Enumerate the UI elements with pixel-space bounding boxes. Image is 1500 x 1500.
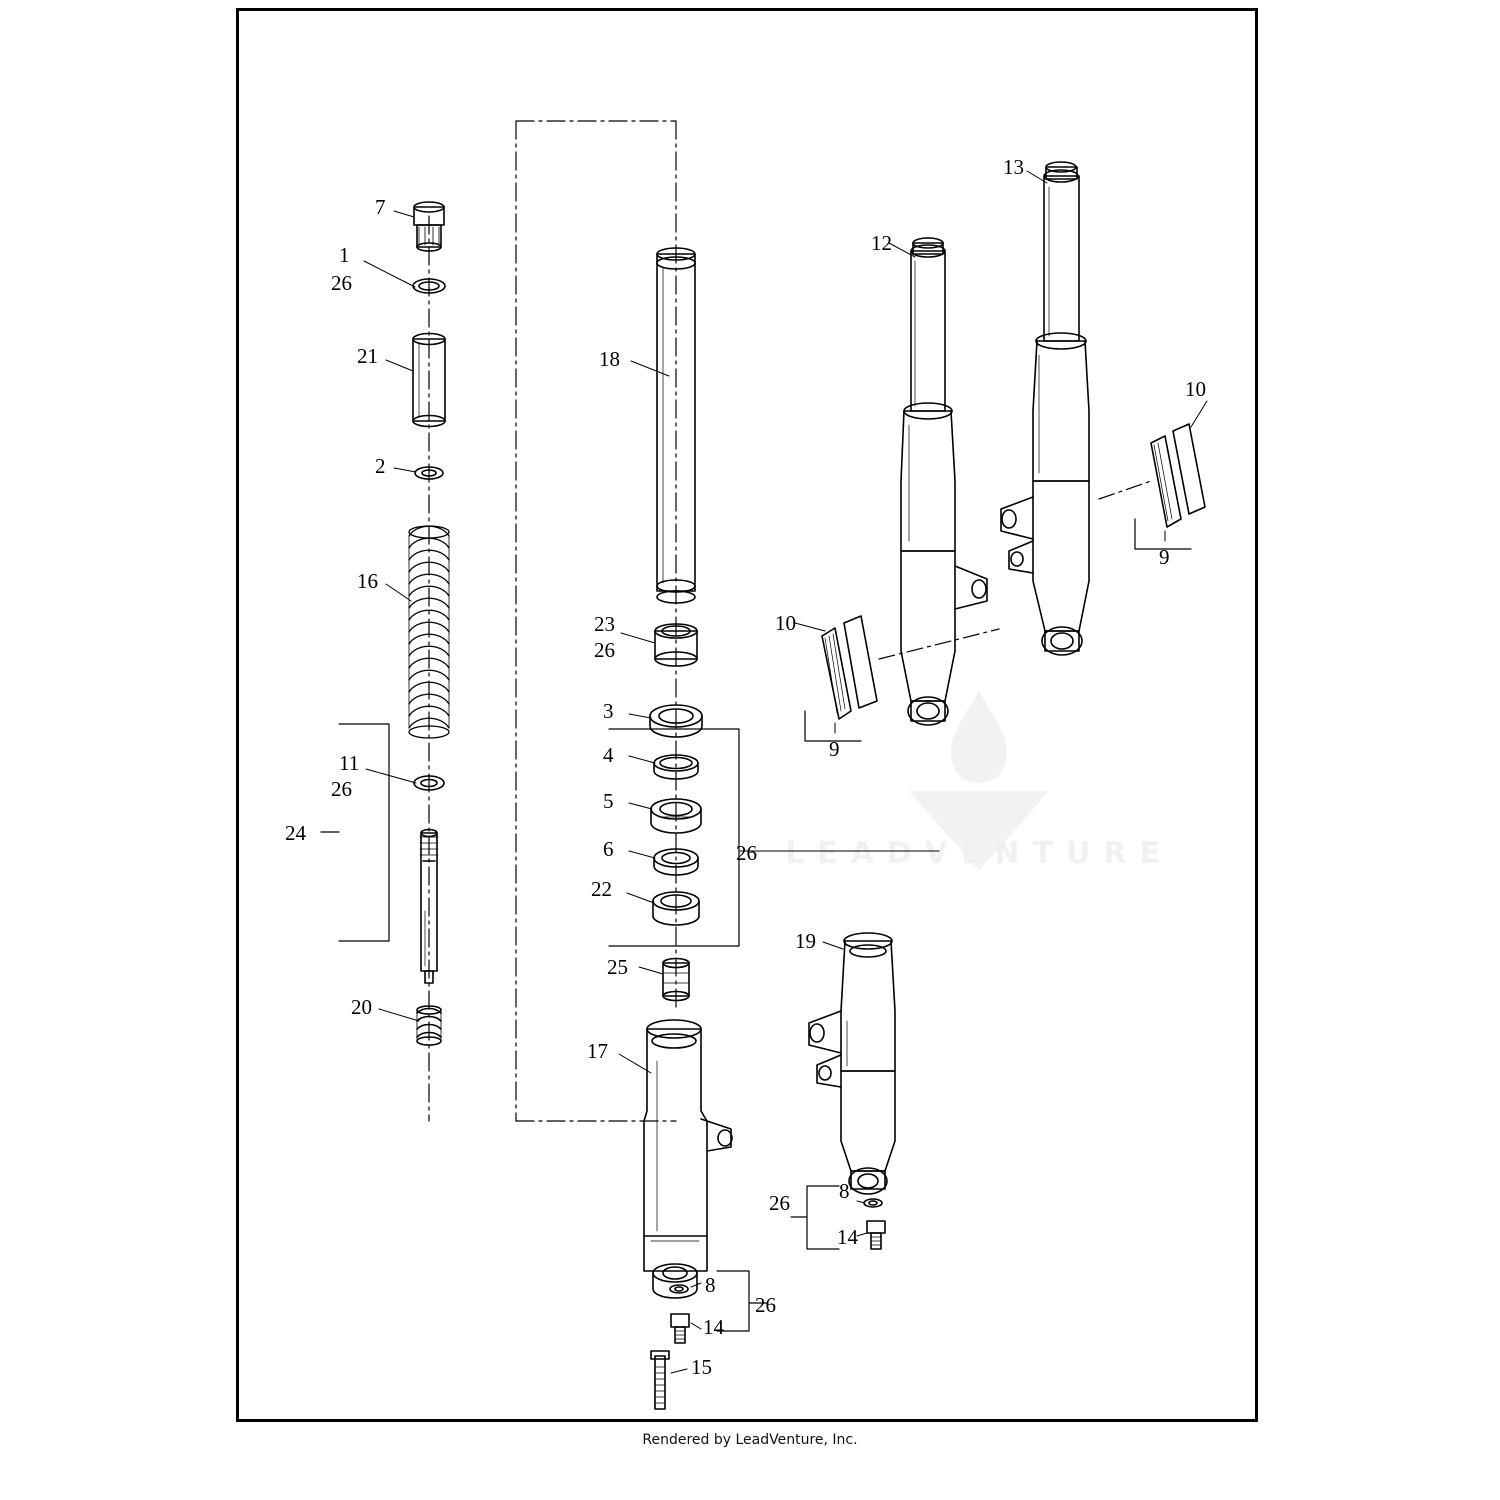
callout-14a: 14: [703, 1315, 724, 1339]
callout-9b: 9: [1159, 545, 1170, 569]
callout-3: 3: [603, 699, 614, 723]
callout-10b: 10: [1185, 377, 1206, 401]
callout-25: 25: [607, 955, 628, 979]
callout-11: 11: [339, 751, 360, 775]
callout-13: 13: [1003, 155, 1024, 179]
callout-8a: 8: [705, 1273, 716, 1297]
callout-4: 4: [603, 743, 614, 767]
callout-20: 20: [351, 995, 372, 1019]
callout-12: 12: [871, 231, 892, 255]
callout-8b: 8: [839, 1179, 850, 1203]
callout-26d: 26: [736, 841, 757, 865]
callout-19: 19: [795, 929, 816, 953]
callout-26f: 26: [769, 1191, 790, 1215]
callout-10a: 10: [775, 611, 796, 635]
watermark-text: LEADVENTURE: [785, 836, 1173, 871]
callout-23: 23: [594, 612, 615, 636]
callout-2: 2: [375, 454, 386, 478]
callout-26c: 26: [594, 638, 615, 662]
callout-16: 16: [357, 569, 378, 593]
callout-24: 24: [285, 821, 306, 845]
callout-6: 6: [603, 837, 614, 861]
callout-17: 17: [587, 1039, 608, 1063]
callout-26a: 26: [331, 271, 352, 295]
callout-5: 5: [603, 789, 614, 813]
callout-1: 1: [339, 243, 350, 267]
render-credit: Rendered by LeadVenture, Inc.: [642, 1432, 858, 1448]
callout-22: 22: [591, 877, 612, 901]
callout-18: 18: [599, 347, 620, 371]
callout-7: 7: [375, 195, 386, 219]
callout-14b: 14: [837, 1225, 858, 1249]
fork-exploded-artwork: [239, 11, 1261, 1425]
callout-15: 15: [691, 1355, 712, 1379]
callout-21: 21: [357, 344, 378, 368]
callout-26b: 26: [331, 777, 352, 801]
diagram-frame: [236, 8, 1258, 1422]
callout-26e: 26: [755, 1293, 776, 1317]
callout-9a: 9: [829, 737, 840, 761]
